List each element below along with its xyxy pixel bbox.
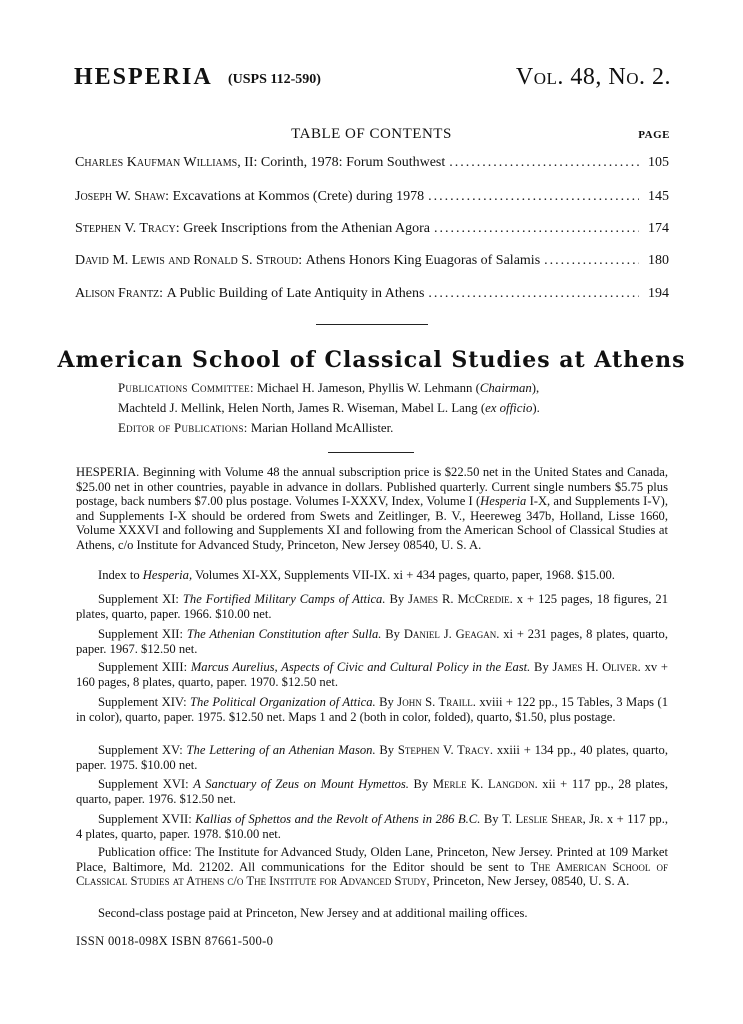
toc-author: Joseph W. Shaw:	[75, 189, 170, 204]
toc-entry	[75, 221, 669, 237]
supplement-title: The Athenian Constitution after Sulla.	[186, 627, 382, 641]
supplement-details: xviii + 122 pp., 15 Tables, 3 Maps (1 in color), quarto, paper. 1975. $12.50 net. Maps 1 and 2 (both in color, folded), quarto, $1.50, plus postage.	[76, 695, 668, 724]
supplement-entry	[76, 695, 668, 724]
divider	[328, 452, 414, 453]
toc-page-number: 145	[648, 189, 669, 204]
supplement-author: Daniel J. Geagan.	[403, 627, 500, 641]
committee-members-end: ).	[532, 401, 540, 415]
supplement-author: James R. McCredie.	[408, 592, 513, 606]
committee-label: Publications Committee:	[118, 381, 254, 395]
publications-committee	[118, 378, 678, 438]
toc-page-label: PAGE	[638, 129, 670, 141]
toc-article-title: Greek Inscriptions from the Athenian Agora	[183, 221, 431, 236]
committee-members-end: ),	[531, 381, 540, 395]
publication-office-address: The American School of Classical Studies at Athens c/o The Institute for Advanced Study,	[76, 859, 668, 888]
supplement-title: The Political Organization of Attica.	[190, 695, 376, 709]
supplement-title: A Sanctuary of Zeus on Mount Hymettos.	[193, 777, 409, 791]
publication-office	[76, 845, 668, 889]
supplement-author: John S. Traill.	[397, 695, 476, 709]
publication-office-text: Publication office: The Institute for Advanced Study, Olden Lane, Princeton, New Jersey. Printed at 109 Market Place, Baltimore, Md. 21202. All communications for the Editor should be sent to	[76, 845, 668, 874]
supplement-label: Supplement XVI:	[98, 777, 189, 791]
supplement-title: Kallias of Sphettos and the Revolt of Athens in 286 B.C.	[195, 812, 481, 826]
toc-leader	[428, 189, 639, 205]
supplement-by: By	[389, 592, 405, 606]
supplement-details: xv + 160 pages, 8 plates, quarto, paper. 1970. $12.50 net.	[76, 660, 668, 689]
ex-officio-note: ex officio	[485, 401, 533, 415]
toc-entry	[75, 286, 669, 302]
supplement-label: Supplement XV:	[98, 743, 183, 757]
journal-italic: Hesperia,	[142, 568, 193, 582]
toc-page-number: 180	[648, 253, 669, 268]
publication-office-end: Princeton, New Jersey, 08540, U. S. A.	[429, 874, 630, 888]
divider	[316, 324, 428, 325]
supplement-by: By	[379, 743, 395, 757]
journal-name: HESPERIA	[74, 64, 213, 90]
toc-entry	[75, 155, 669, 171]
volume-number: Vol. 48, No. 2.	[515, 64, 671, 90]
supplement-by: By	[413, 777, 429, 791]
toc-author: Stephen V. Tracy:	[75, 221, 180, 236]
toc-leader	[434, 221, 639, 237]
supplement-label: Supplement XII:	[98, 627, 183, 641]
toc-author: Alison Frantz:	[75, 286, 164, 301]
toc-entry	[75, 253, 669, 269]
toc-page-number: 174	[648, 221, 669, 236]
toc-page-number: 105	[648, 155, 669, 170]
editor-name: Marian Holland McAllister.	[250, 421, 394, 435]
subscription-paragraph	[76, 465, 668, 552]
chairman-note: Chairman	[479, 381, 532, 395]
supplement-details: xxiii + 134 pp., 40 plates, quarto, paper. 1975. $10.00 net.	[76, 743, 668, 772]
toc-article-title: Corinth, 1978: Forum Southwest	[260, 155, 446, 170]
toc-entry	[75, 189, 669, 205]
toc-author: David M. Lewis and Ronald S. Stroud:	[75, 253, 303, 268]
supplement-entry	[76, 812, 668, 841]
supplement-author: T. Leslie Shear, Jr.	[502, 812, 604, 826]
supplement-by: By	[483, 812, 499, 826]
toc-article-title: A Public Building of Late Antiquity in Athens	[166, 286, 425, 301]
supplement-entry	[76, 592, 668, 621]
committee-members: Machteld J. Mellink, Helen North, James R. Wiseman, Mabel L. Lang (	[118, 401, 486, 415]
supplement-title: Marcus Aurelius, Aspects of Civic and Cultural Policy in the East.	[190, 660, 531, 674]
supplement-details: x + 125 pages, 18 figures, 21 plates, quarto, paper. 1966. $10.00 net.	[76, 592, 669, 621]
supplement-label: Supplement XIV:	[98, 695, 187, 709]
committee-members: Michael H. Jameson, Phyllis W. Lehmann (	[257, 381, 480, 395]
school-title: American School of Classical Studies at Athens	[57, 347, 686, 373]
toc-leader	[449, 155, 639, 171]
supplement-title: The Fortified Military Camps of Attica.	[182, 592, 386, 606]
supplement-entry	[76, 627, 668, 656]
index-text-end: Volumes XI-XX, Supplements VII-IX. xi + 434 pages, quarto, paper, 1968. $15.00.	[192, 568, 615, 582]
toc-leader	[544, 253, 639, 269]
supplement-label: Supplement XIII:	[98, 660, 188, 674]
usps-number: (USPS 112-590)	[228, 72, 321, 87]
supplement-entry	[76, 743, 668, 772]
postage-note: Second-class postage paid at Princeton, New Jersey and at additional mailing offices.	[98, 906, 528, 920]
supplement-label: Supplement XVII:	[98, 812, 192, 826]
index-entry	[76, 568, 668, 583]
supplement-label: Supplement XI:	[98, 592, 179, 606]
journal-italic: Hesperia	[480, 494, 527, 508]
supplement-by: By	[534, 660, 549, 674]
toc-title: TABLE OF CONTENTS	[291, 126, 452, 142]
supplement-by: By	[379, 695, 394, 709]
index-text: Index to	[98, 568, 143, 582]
supplement-entry	[76, 777, 668, 806]
supplement-by: By	[385, 627, 400, 641]
toc-page-number: 194	[648, 286, 669, 301]
issn-isbn: ISSN 0018-098X ISBN 87661-500-0	[76, 934, 274, 948]
toc-article-title: Athens Honors King Euagoras of Salamis	[305, 253, 541, 268]
supplement-details: xi + 231 pages, 8 plates, quarto, paper. 1967. $12.50 net.	[76, 627, 668, 656]
subscription-text-end: I-X, and Supplements I-V), and Supplements I-X should be ordered from Swets and Zeitlinger, B. V., Heereweg 347b, Holland, Lisse 1660, Volume XXXVI and following and Supplements XI and following from the American School of Classical Studies at Athens, c/o Institute for Advanced Study, Princeton, New Jersey 08540, U. S. A.	[76, 494, 668, 552]
supplement-details: xii + 117 pp., 28 plates, quarto, paper. 1976. $12.50 net.	[76, 777, 668, 806]
supplement-author: James H. Oliver.	[552, 660, 641, 674]
subscription-text: HESPERIA. Beginning with Volume 48 the annual subscription price is $22.50 net in the United States and Canada, $25.00 net in other countries, payable in advance in dollars. Published quarterly. Current single numbers $5.75 plus postage, back numbers $7.00 plus postage. Volumes I-XXXV, Index, Volume I (	[76, 465, 668, 508]
toc-author: Charles Kaufman Williams, II:	[75, 155, 258, 170]
toc-leader	[428, 286, 639, 302]
toc-article-title: Excavations at Kommos (Crete) during 1978	[172, 189, 425, 204]
supplement-details: x + 117 pp., 4 plates, quarto, paper. 1978. $10.00 net.	[76, 812, 669, 841]
supplement-title: The Lettering of an Athenian Mason.	[186, 743, 376, 757]
supplement-entry	[76, 660, 668, 689]
supplement-author: Stephen V. Tracy.	[397, 743, 494, 757]
editor-label: Editor of Publications:	[118, 421, 248, 435]
supplement-author: Merle K. Langdon.	[432, 777, 538, 791]
